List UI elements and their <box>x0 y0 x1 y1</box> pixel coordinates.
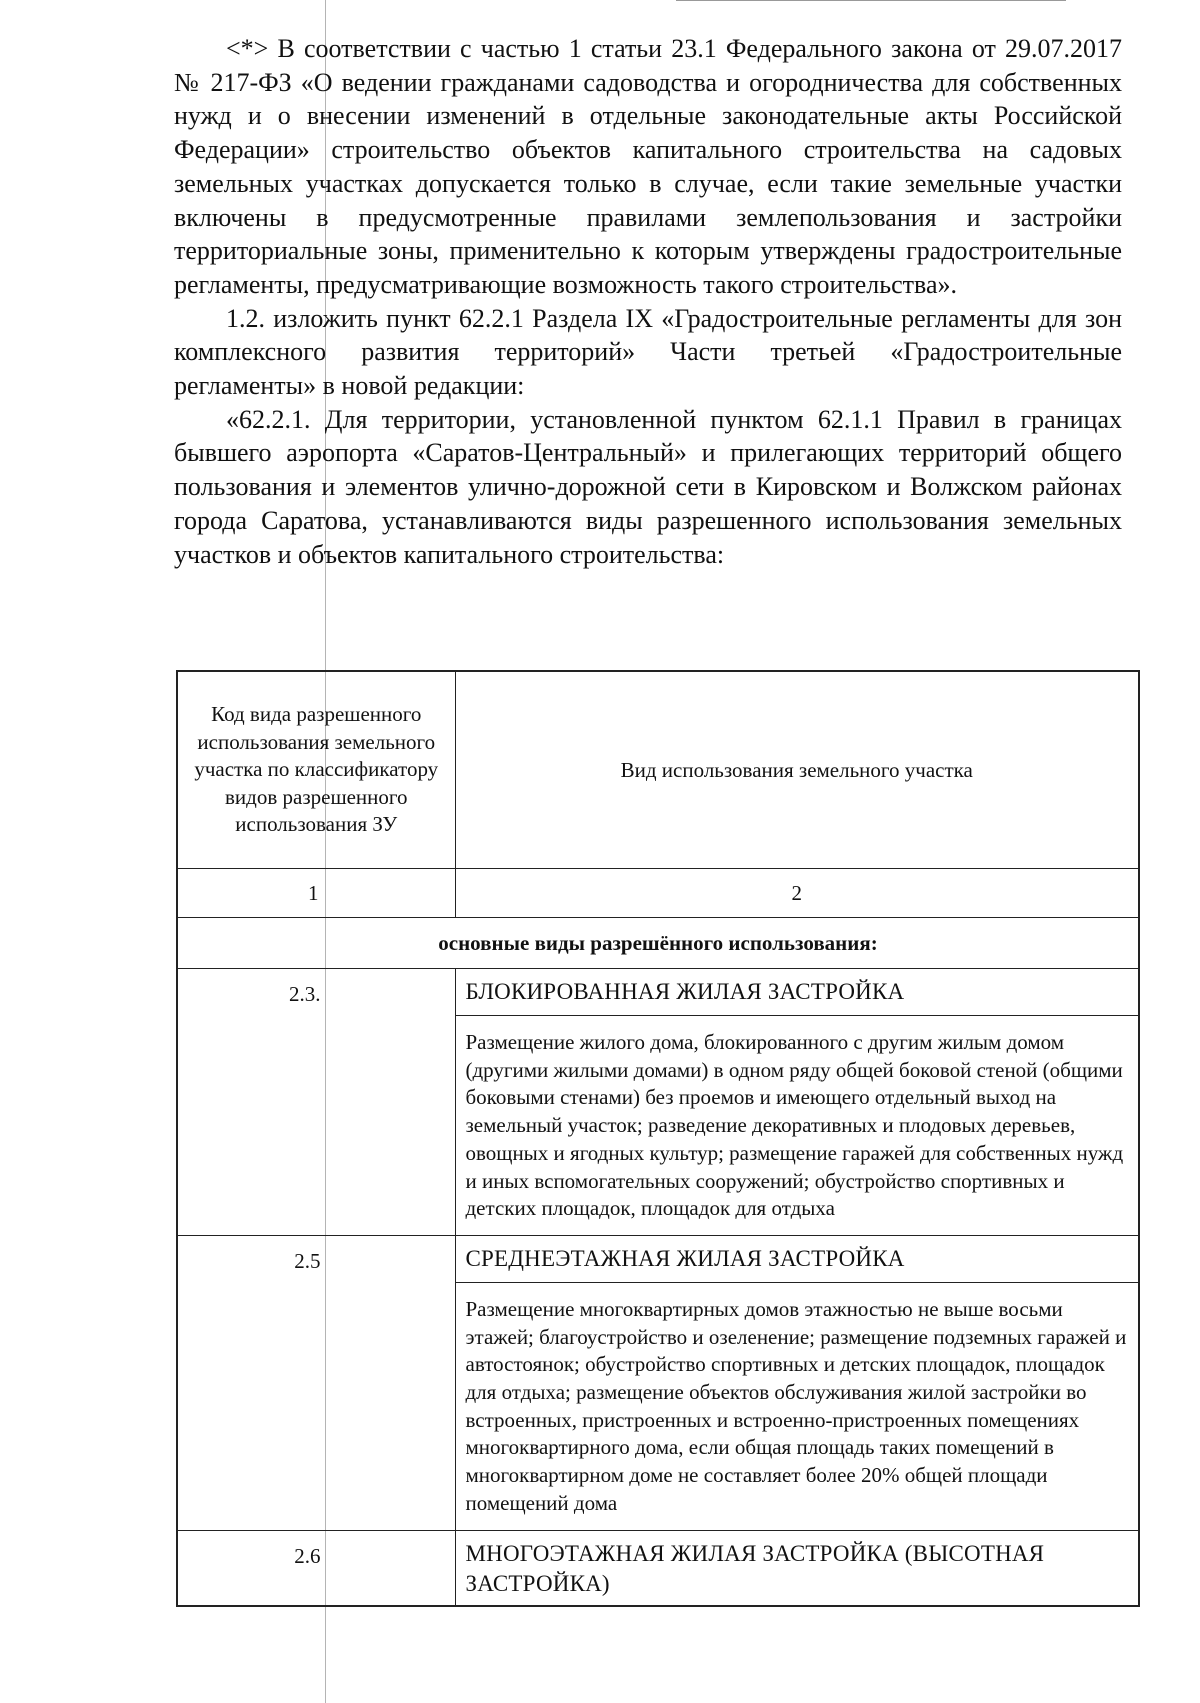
row-title: БЛОКИРОВАННАЯ ЖИЛАЯ ЗАСТРОЙКА <box>456 969 1139 1016</box>
table-row <box>177 1235 1139 1530</box>
table-header-row <box>177 671 1139 869</box>
land-use-table <box>176 670 1140 1607</box>
column-number-2: 2 <box>455 869 1139 918</box>
row-description: Размещение многоквартирных домов этажностью не выше восьми этажей; благоустройство и озеленение; размещение подземных гаражей и автостоянок; обустройство спортивных и детских площадок, площадок для отдыха; размещение объектов обслуживания жилой застройки во встроенных, пристроенных и встроенно-пристроенных помещениях многоквартирного дома, если общая площадь таких помещений в многоквартирном доме не составляет более 20% общей площади помещений дома <box>465 1296 1127 1515</box>
row-description: Размещение жилого дома, блокированного с другим жилым домом (другими жилыми домами) в одном ряду общей боковой стеной (общими боковыми стенами) без проемов и имеющего отдельный выход на земельный участок; разведение декоративных и плодовых деревьев, овощных и ягодных культур; размещение гаражей для собственных нужд и иных вспомогательных сооружений; обустройство спортивных и детских площадок, площадок для отдыха <box>465 1030 1124 1221</box>
column-number-1: 1 <box>177 869 455 918</box>
table-row <box>177 969 1139 1236</box>
column-number-row <box>177 869 1139 918</box>
scan-edge-line <box>676 0 1066 1</box>
row-title: МНОГОЭТАЖНАЯ ЖИЛАЯ ЗАСТРОЙКА (ВЫСОТНАЯ ЗАСТРОЙКА) <box>465 1540 1045 1596</box>
row-code: 2.3. <box>177 969 455 1236</box>
row-title: СРЕДНЕЭТАЖНАЯ ЖИЛАЯ ЗАСТРОЙКА <box>456 1236 1139 1283</box>
row-code: 2.6 <box>177 1530 455 1606</box>
section-title: основные виды разрешённого использования: <box>177 918 1139 969</box>
header-code-cell: Код вида разрешенного использования земельного участка по классификатору видов разрешенного использования ЗУ <box>177 671 455 869</box>
document-body <box>174 32 1122 571</box>
section-row <box>177 918 1139 969</box>
row-code: 2.5 <box>177 1235 455 1530</box>
header-type-cell: Вид использования земельного участка <box>455 671 1139 869</box>
clause-paragraph: «62.2.1. Для территории, установленной пунктом 62.1.1 Правил в границах бывшего аэропорта «Саратов-Центральный» и прилегающих территорий общего пользования и элементов улично-дорожной сети в Кировском и Волжском районах города Саратова, устанавливаются виды разрешенного использования земельных участков и объектов капитального строительства: <box>174 404 1122 569</box>
table-row <box>177 1530 1139 1606</box>
footnote-paragraph: <*> В соответствии с частью 1 статьи 23.1 Федерального закона от 29.07.2017 № 217-ФЗ «О ведении гражданами садоводства и огородничества для собственных нужд и о внесении изменений в отдельные законодательные акты Российской Федерации» строительство объектов капитального строительства на садовых земельных участках допускается только в случае, если такие земельные участки включены в предусмотренные правилами землепользования и застройки территориальные зоны, применительно к которым утверждены градостроительные регламенты, предусматривающие возможность такого строительства». <box>174 34 1122 299</box>
amendment-paragraph: 1.2. изложить пункт 62.2.1 Раздела IX «Градостроительные регламенты для зон комплексного развития территорий» Части третьей «Градостроительные регламенты» в новой редакции: <box>174 303 1122 401</box>
